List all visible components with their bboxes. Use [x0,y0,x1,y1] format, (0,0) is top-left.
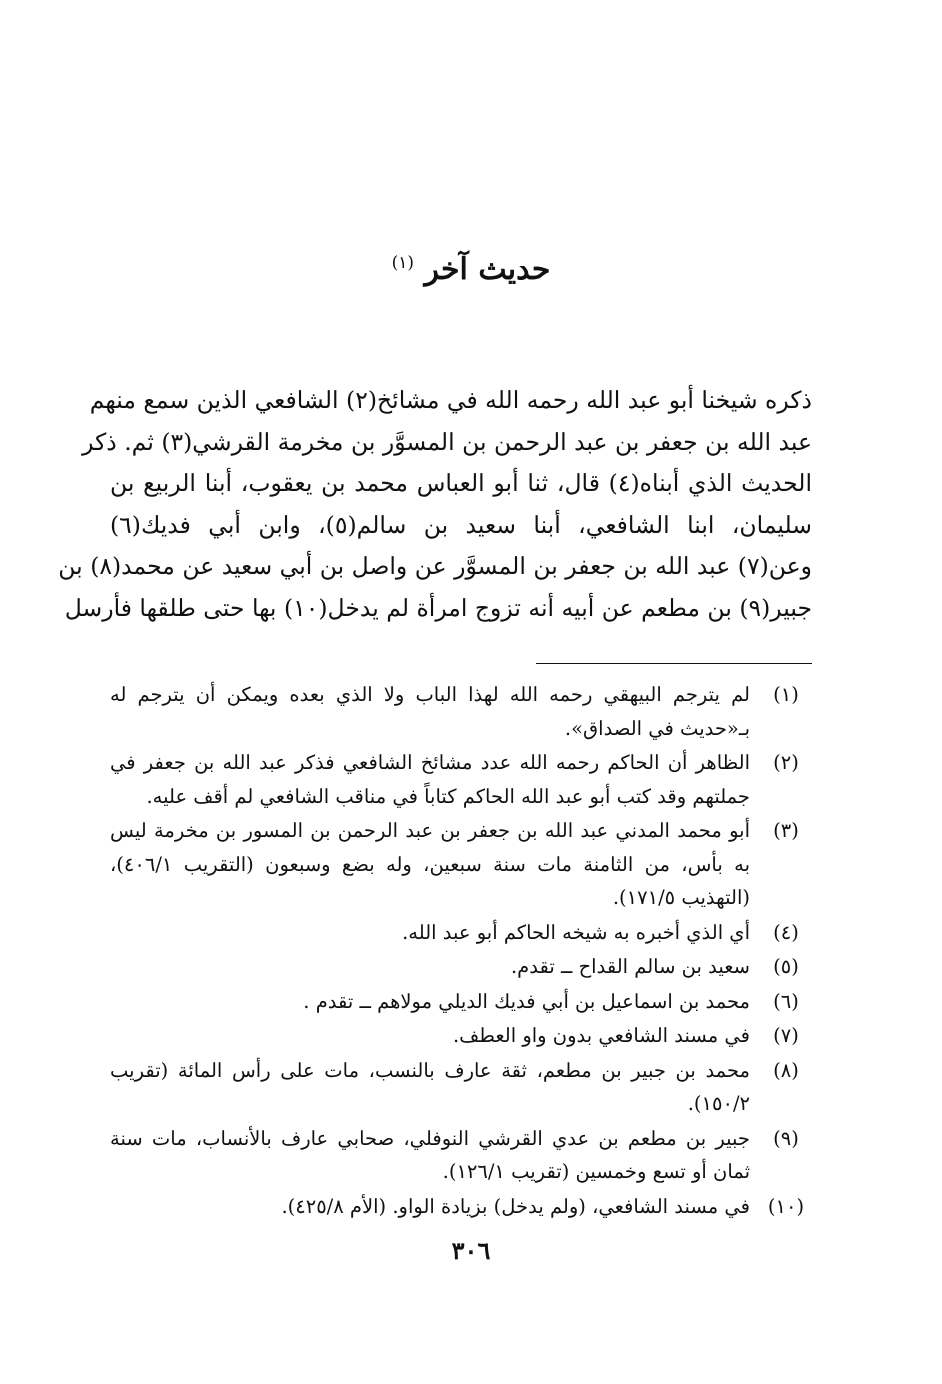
footnote [110,1054,812,1121]
footnote-text: محمد بن اسماعيل بن أبي فديك الديلي مولاهم ــ تقدم . [303,989,750,1013]
footnote [110,1190,812,1224]
footnote [110,985,812,1019]
footnote [110,814,812,915]
footnote-number: (٦) [773,989,799,1013]
main-text-line: ذكره شيخنا أبو عبد الله رحمه الله في مشائخ(٢) الشافعي الذين سمع منهم [89,386,812,414]
main-text-line: الحديث الذي أبناه(٤) قال، ثنا أبو العباس محمد بن يعقوب، أبنا الربيع بن [110,469,812,497]
section-title [0,252,942,287]
footnotes [110,678,812,1224]
section-title-text: حديث آخر [424,252,551,287]
main-text-line: جبير(٩) بن مطعم عن أبيه أنه تزوج امرأة لم يدخل(١٠) بها حتى طلقها فأرسل [64,593,812,622]
footnote-number: (٢) [773,751,799,774]
main-text-line: وعن(٧) عبد الله بن جعفر بن المسوَّر عن واصل بن أبي سعيد عن محمد(٨) بن [58,552,812,580]
footnote-number: (١٠) [767,1194,805,1218]
footnote [110,916,812,950]
main-text-line: سليمان، ابنا الشافعي، أبنا سعيد بن سالم(٥)، وابن أبي فديك(٦) [110,510,812,539]
footnote [110,1122,812,1189]
footnote-number: (٨) [773,1058,799,1082]
footnote-text: محمد بن جبير بن مطعم، ثقة عارف بالنسب، مات على رأس المائة (تقريب ١٥٠/٢). [110,1058,750,1115]
footnote-text: أبو محمد المدني عبد الله بن جعفر بن عبد الرحمن بن المسور بن مخرمة ليس به بأس، من الثامنة مات سنة سبعين، وله بضع وسبعون (التقريب ٤٠٦/١)، (التهذيب ١٧١/٥). [110,819,750,909]
footnote-text: في مسند الشافعي بدون واو العطف. [452,1024,750,1047]
footnote-text: الظاهر أن الحاكم رحمه الله عدد مشائخ الشافعي فذكر عبد الله بن جعفر في جملتهم وقد كتب أبو عبد الله الحاكم كتاباً في مناقب الشافعي لم أقف عليه. [110,751,750,808]
footnote-number: (٤) [773,920,799,944]
footnote [110,950,812,984]
footnote-text: جبير بن مطعم بن عدي القرشي النوفلي، صحابي عارف بالأنساب، مات سنة ثمان أو تسع وخمسين (تقريب ١٢٦/١). [110,1126,750,1183]
footnote-number: (٣) [773,819,799,842]
footnote-number: (٩) [773,1126,799,1150]
footnote-text: سعيد بن سالم القداح ــ تقدم. [510,955,750,978]
footnote [110,678,812,745]
footnote-text: لم يترجم البيهقي رحمه الله لهذا الباب ولا الذي بعده ويمكن أن يترجم له بـ«حديث في الصداق». [110,683,750,740]
main-text [58,380,812,629]
footnote-number: (٧) [773,1024,799,1047]
footnote [110,746,812,813]
footnote-number: (٥) [773,955,799,978]
footnote-text: في مسند الشافعي، (ولم يدخل) بزيادة الواو. (الأم ٤٢٥/٨). [281,1194,750,1218]
footnote [110,1019,812,1053]
footnote-number: (١) [773,683,799,706]
title-footnote-ref: (١) [391,253,414,273]
page-number: ٣٠٦ [451,1236,491,1265]
main-text-line: عبد الله بن جعفر بن عبد الرحمن بن المسوَّر بن مخرمة القرشي(٣) ثم. ذكر [82,427,812,456]
footnote-divider [536,663,812,664]
footnote-text: أي الذي أخبره به شيخه الحاكم أبو عبد الله. [402,920,750,944]
